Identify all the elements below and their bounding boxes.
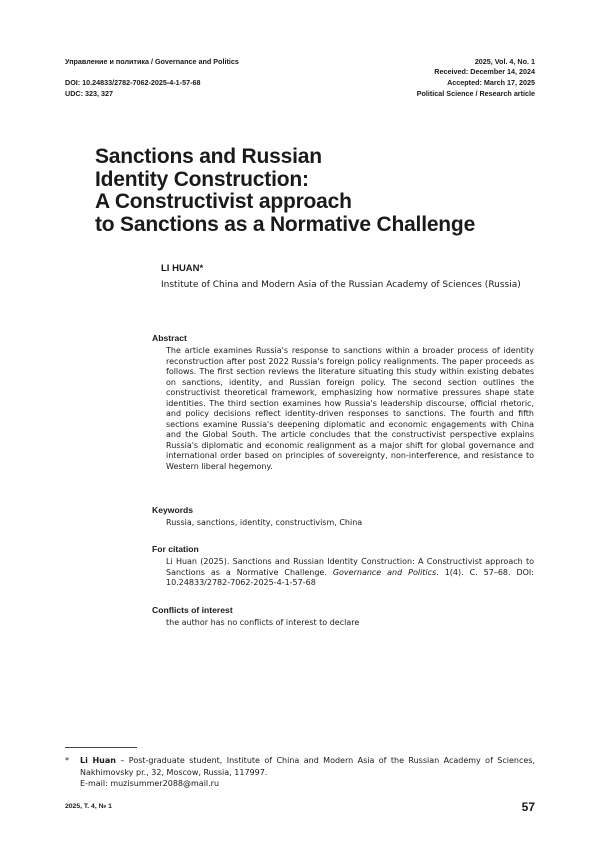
author-footnote bbox=[65, 755, 535, 790]
received-date: Received: December 14, 2024 bbox=[434, 68, 535, 75]
footnote-mark: * bbox=[65, 755, 69, 767]
page-number: 57 bbox=[522, 800, 535, 814]
abstract-heading: Abstract bbox=[152, 333, 187, 343]
footnote-text: – Post-graduate student, Institute of China and Modern Asia of the Russian Academy of Sciences, Nakhimovsky pr., 32, Moscow, Russia, 117997. bbox=[80, 756, 535, 777]
citation-main: Li Huan (2025). Sanctions and Russian Identity Construction: A Constructivist approach to Sanctions as a Normative Challenge. bbox=[166, 557, 534, 577]
citation-text bbox=[166, 557, 534, 589]
article-section: Political Science / Research article bbox=[417, 90, 535, 97]
keywords-text: Russia, sanctions, identity, constructivism, China bbox=[166, 518, 534, 529]
citation-heading: For citation bbox=[152, 544, 199, 554]
journal-name: Управление и политика / Governance and Politics bbox=[65, 58, 239, 65]
abstract-text: The article examines Russia's response to sanctions within a broader process of identity reconstruction after post 2022 Russia's foreign policy realignments. The paper proceeds as follows. The first section reviews the literature situating this study within existing debates on sanctions, identity, and Russian foreign policy. The second section outlines the constructivist theoretical framework, emphasizing how normative pressures shape state identities. The third section examines how Russia's leadership discourse, official rhetoric, and policy decisions reflect identity-driven responses to sanctions. The fourth and fifth sections examine Russia's deepening diplomatic and economic engagements with China and the Global South. The article concludes that the constructivist perspective explains Russia's diplomatic and economic realignment as a major shift for global governance and international order based on principles of sovereignty, non-interference, and resistance to Western liberal hegemony. bbox=[166, 346, 534, 472]
title-line: A Constructivist approach bbox=[95, 191, 475, 214]
author-affiliation: Institute of China and Modern Asia of the Russian Academy of Sciences (Russia) bbox=[161, 279, 521, 292]
keywords-heading: Keywords bbox=[152, 505, 193, 515]
doi: DOI: 10.24833/2782-7062-2025-4-1-57-68 bbox=[65, 79, 200, 86]
issue-footer: 2025, Т. 4, № 1 bbox=[65, 803, 112, 810]
title-line: to Sanctions as a Normative Challenge bbox=[95, 214, 475, 237]
citation-journal: Governance and Politics bbox=[333, 568, 436, 577]
udc: UDC: 323, 327 bbox=[65, 90, 113, 97]
title-line: Identity Construction: bbox=[95, 169, 475, 192]
title-line: Sanctions and Russian bbox=[95, 146, 475, 169]
footnote-email: E-mail: muzisummer2088@mail.ru bbox=[80, 778, 535, 790]
accepted-date: Accepted: March 17, 2025 bbox=[447, 79, 535, 86]
footnote-author-name: Li Huan bbox=[80, 756, 116, 765]
article-title bbox=[95, 146, 475, 236]
footnote-divider bbox=[65, 747, 137, 748]
volume-info: 2025, Vol. 4, No. 1 bbox=[475, 58, 535, 65]
citation-tail: . 1(4). С. 57–68. DOI: 10.24833/2782-7062-2025-4-1-57-68 bbox=[166, 568, 534, 588]
conflicts-text: the author has no conflicts of interest to declare bbox=[166, 618, 534, 629]
author-name: LI HUAN* bbox=[161, 263, 203, 274]
conflicts-heading: Conflicts of interest bbox=[152, 605, 233, 615]
